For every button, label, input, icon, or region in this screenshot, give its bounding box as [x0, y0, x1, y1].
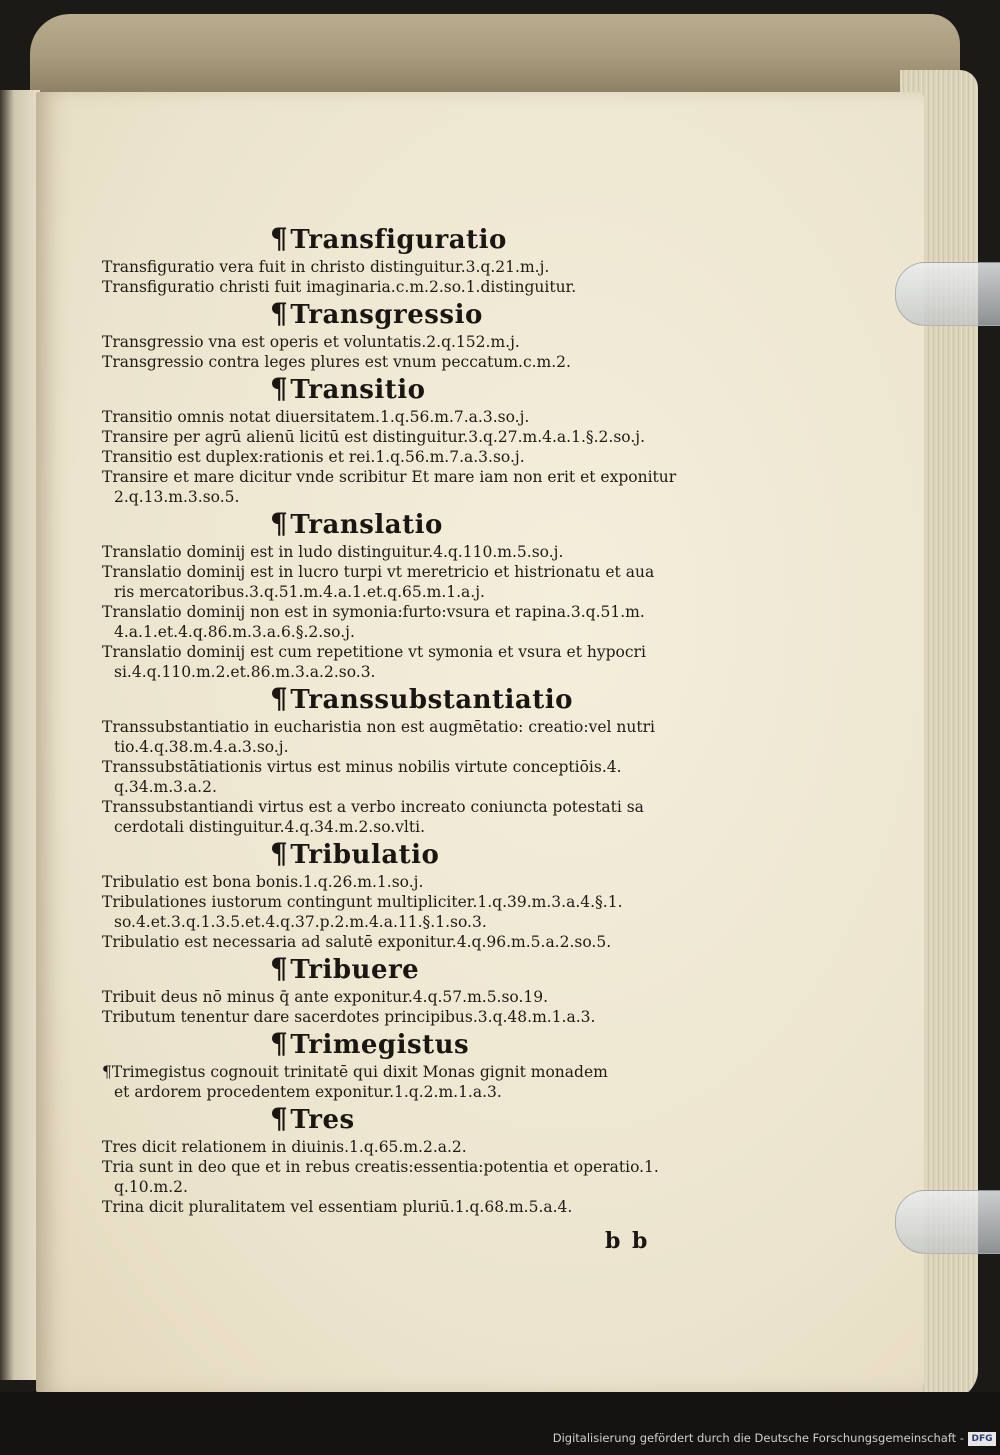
- index-entry-continuation: 2.q.13.m.3.so.5.: [114, 488, 240, 506]
- section-heading: [270, 507, 910, 542]
- index-entry: Transire et mare dicitur vnde scribitur Et mare iam non erit et exponitur: [102, 468, 677, 486]
- footer-credit: Digitalisierung gefördert durch die Deutsche Forschungsgemeinschaft -: [552, 1431, 964, 1445]
- index-entry-continuation: ris mercatoribus.3.q.51.m.4.a.1.et.q.65.m.1.a.j.: [114, 583, 485, 601]
- section-heading-text: Transfiguratio: [290, 225, 507, 255]
- index-entry: Translatio dominij est in ludo distinguitur.4.q.110.m.5.so.j.: [102, 543, 564, 561]
- section-heading-text: Transitio: [290, 375, 426, 405]
- section-heading-text: Tribuere: [290, 955, 420, 985]
- signature-mark: b b: [605, 1228, 650, 1254]
- index-entry: Translatio dominij est in lucro turpi vt meretricio et histrionatu et aua: [102, 563, 655, 581]
- section-heading: [270, 1027, 910, 1062]
- index-entry: Transgressio vna est operis et voluntatis.2.q.152.m.j.: [102, 333, 520, 351]
- pilcrow-icon: ¶: [270, 837, 289, 870]
- section-heading-text: Translatio: [290, 510, 443, 540]
- pilcrow-icon: ¶: [270, 1027, 289, 1060]
- pilcrow-icon: ¶: [270, 1102, 289, 1135]
- index-entry: Transsubstantiatio in eucharistia non est augmētatio: creatio:vel nutri: [102, 718, 655, 736]
- index-entry-continuation: so.4.et.3.q.1.3.5.et.4.q.37.p.2.m.4.a.11.§.1.so.3.: [114, 913, 487, 931]
- section-heading: [270, 682, 910, 717]
- index-entry: Tribuit deus nō minus q̄ ante exponitur.4.q.57.m.5.so.19.: [102, 988, 549, 1006]
- section-heading-text: Transsubstantiatio: [290, 685, 573, 715]
- glass-clamp-top: [895, 262, 1000, 326]
- index-entry: Transgressio contra leges plures est vnum peccatum.c.m.2.: [102, 353, 571, 371]
- left-page-edge: [0, 90, 40, 1380]
- index-entry: Tributum tenentur dare sacerdotes principibus.3.q.48.m.1.a.3.: [102, 1008, 596, 1026]
- index-entry: Transsubstantiandi virtus est a verbo increato coniuncta potestati sa: [102, 798, 644, 816]
- index-entry: Tribulatio est bona bonis.1.q.26.m.1.so.j.: [102, 873, 424, 891]
- section-heading: [270, 372, 910, 407]
- index-entry: Tribulatio est necessaria ad salutē exponitur.4.q.96.m.5.a.2.so.5.: [102, 933, 612, 951]
- entry-section: [90, 682, 910, 837]
- index-entry-continuation: 4.a.1.et.4.q.86.m.3.a.6.§.2.so.j.: [114, 623, 355, 641]
- section-heading-text: Tres: [290, 1105, 355, 1135]
- section-heading-text: Trimegistus: [290, 1030, 470, 1060]
- entry-section: [90, 507, 910, 682]
- section-heading: [270, 952, 910, 987]
- pilcrow-icon: ¶: [270, 682, 289, 715]
- index-entry-continuation: si.4.q.110.m.2.et.86.m.3.a.2.so.3.: [114, 663, 376, 681]
- index-entry: Transire per agrū alienū licitū est distinguitur.3.q.27.m.4.a.1.§.2.so.j.: [102, 428, 646, 446]
- index-entry: Translatio dominij non est in symonia:furto:vsura et rapina.3.q.51.m.: [102, 603, 645, 621]
- section-heading: [270, 837, 910, 872]
- book-cover-top: [30, 14, 960, 94]
- index-entry-continuation: et ardorem procedentem exponitur.1.q.2.m.1.a.3.: [114, 1083, 502, 1101]
- index-entry: Tribulationes iustorum contingunt multipliciter.1.q.39.m.3.a.4.§.1.: [102, 893, 623, 911]
- pilcrow-icon: ¶: [270, 297, 289, 330]
- index-entry-continuation: cerdotali distinguitur.4.q.34.m.2.so.vlti.: [114, 818, 426, 836]
- index-entry-continuation: q.34.m.3.a.2.: [114, 778, 217, 796]
- index-entry: Transitio est duplex:rationis et rei.1.q.56.m.7.a.3.so.j.: [102, 448, 525, 466]
- section-heading: [270, 222, 910, 257]
- section-heading: [270, 297, 910, 332]
- index-entry: Transsubstātiationis virtus est minus nobilis virtute conceptiōis.4.: [102, 758, 622, 776]
- glass-clamp-bottom: [895, 1190, 1000, 1254]
- section-heading-text: Transgressio: [290, 300, 483, 330]
- section-heading: [270, 1102, 910, 1137]
- entry-section: [90, 372, 910, 507]
- index-entry: Translatio dominij est cum repetitione vt symonia et vsura et hypocri: [102, 643, 646, 661]
- index-entry: Trina dicit pluralitatem vel essentiam pluriū.1.q.68.m.5.a.4.: [102, 1198, 573, 1216]
- pilcrow-icon: ¶: [270, 372, 289, 405]
- page-text: [90, 222, 910, 1217]
- entry-section: [90, 1102, 910, 1217]
- entry-section: [90, 837, 910, 952]
- index-entry-continuation: q.10.m.2.: [114, 1178, 188, 1196]
- section-heading-text: Tribulatio: [290, 840, 440, 870]
- index-entry: Transfiguratio vera fuit in christo distinguitur.3.q.21.m.j.: [102, 258, 550, 276]
- index-entry: Transfiguratio christi fuit imaginaria.c.m.2.so.1.distinguitur.: [102, 278, 577, 296]
- entry-section: [90, 222, 910, 297]
- pilcrow-icon: ¶: [270, 222, 289, 255]
- pilcrow-icon: ¶: [270, 952, 289, 985]
- entry-section: [90, 1027, 910, 1102]
- pilcrow-icon: ¶: [270, 507, 289, 540]
- bottom-background: [0, 1392, 1000, 1455]
- index-entry: Tres dicit relationem in diuinis.1.q.65.m.2.a.2.: [102, 1138, 467, 1156]
- index-entry: ¶Trimegistus cognouit trinitatē qui dixit Monas gignit monadem: [102, 1063, 608, 1081]
- entry-section: [90, 952, 910, 1027]
- index-entry-continuation: tio.4.q.38.m.4.a.3.so.j.: [114, 738, 289, 756]
- index-entry: Tria sunt in deo que et in rebus creatis:essentia:potentia et operatio.1.: [102, 1158, 659, 1176]
- dfg-logo: DFG: [968, 1432, 996, 1446]
- index-entry: Transitio omnis notat diuersitatem.1.q.56.m.7.a.3.so.j.: [102, 408, 530, 426]
- entry-section: [90, 297, 910, 372]
